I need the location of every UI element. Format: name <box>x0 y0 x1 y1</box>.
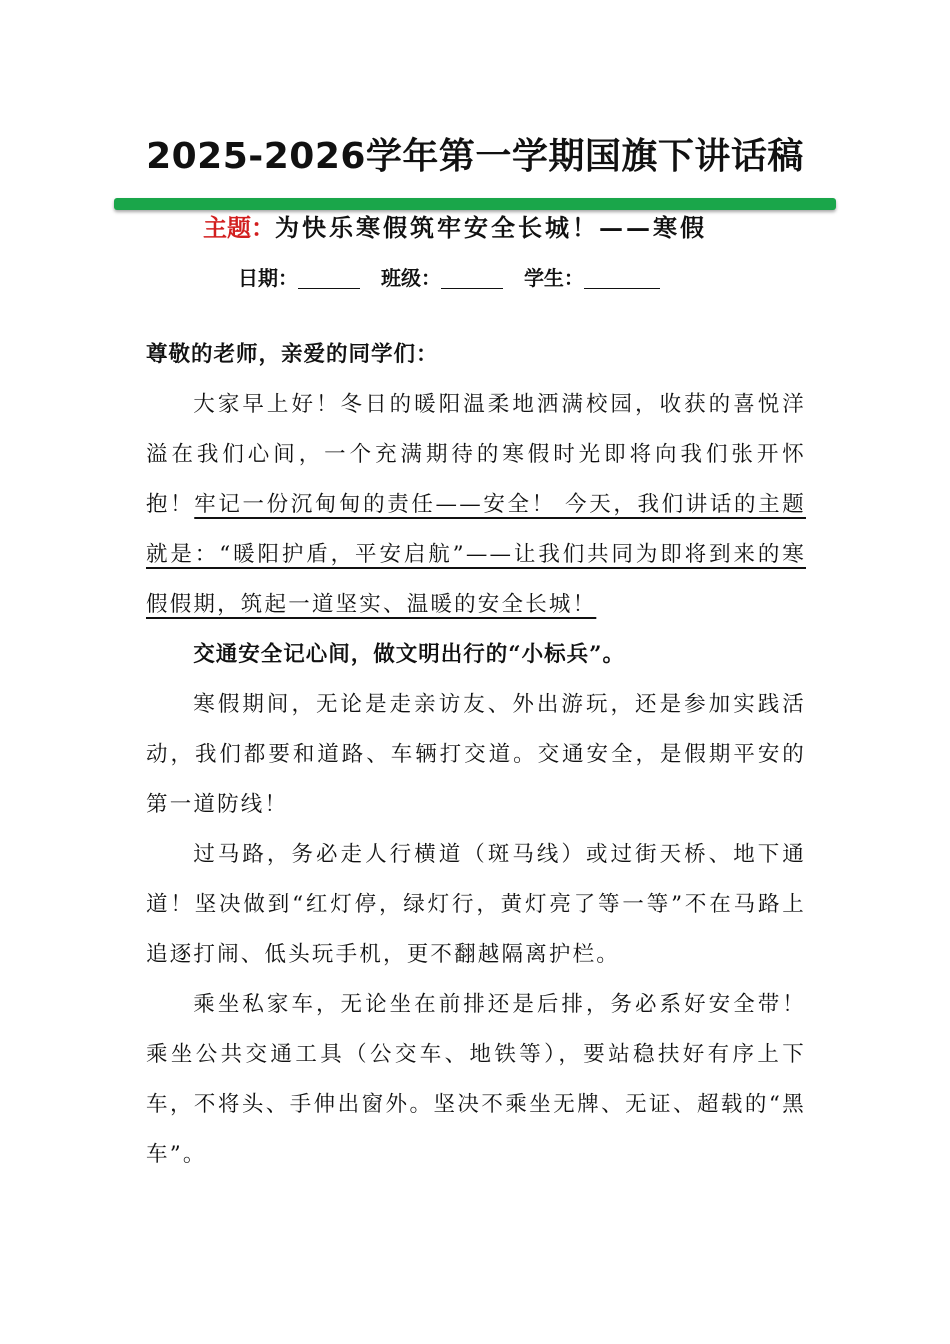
intro-text: 大家早上好！冬日的暖阳温柔地洒满校园，收获的喜悦洋溢在我们心间，一个充满期待的寒假时光即将向我们张开怀抱！ <box>146 392 806 517</box>
theme-line <box>203 208 707 243</box>
theme-label: 主题： <box>203 213 275 242</box>
student-label: 学生： <box>523 266 584 290</box>
paragraph-riding-vehicles: 乘坐私家车，无论坐在前排还是后排，务必系好安全带！乘坐公共交通工具（公交车、地铁等），要站稳扶好有序上下车，不将头、手伸出窗外。坚决不乘坐无牌、无证、超载的“黑车”。 <box>146 992 806 1167</box>
theme-text: 为快乐寒假筑牢安全长城！——寒假 <box>275 213 707 242</box>
class-label: 班级： <box>380 266 441 290</box>
speech-body <box>146 330 806 1180</box>
paragraph-traffic-intro: 寒假期间，无论是走亲访友、外出游玩，还是参加实践活动，我们都要和道路、车辆打交道。交通安全，是假期平安的第一道防线！ <box>146 692 806 817</box>
paragraph-intro <box>146 380 806 630</box>
paragraph-crossing-road: 过马路，务必走人行横道（斑马线）或过街天桥、地下通道！坚决做到“红灯停，绿灯行，黄灯亮了等一等”不在马路上追逐打闹、低头玩手机，更不翻越隔离护栏。 <box>146 842 806 967</box>
intro-underlined-text: 牢记一份沉甸甸的责任——安全！ 今天，我们讲话的主题就是：“暖阳护盾，平安启航”——让我们共同为即将到来的寒假假期，筑起一道坚实、温暖的安全长城！ <box>146 492 806 617</box>
class-blank <box>441 268 503 289</box>
section-heading-traffic: 交通安全记心间，做文明出行的“小标兵”。 <box>193 642 626 667</box>
meta-line <box>238 262 660 291</box>
date-label: 日期： <box>238 266 298 290</box>
student-blank <box>584 268 660 289</box>
date-blank <box>298 268 360 289</box>
document-title: 2025-2026学年第一学期国旗下讲话稿 <box>146 136 804 177</box>
greeting: 尊敬的老师，亲爱的同学们： <box>146 342 439 367</box>
